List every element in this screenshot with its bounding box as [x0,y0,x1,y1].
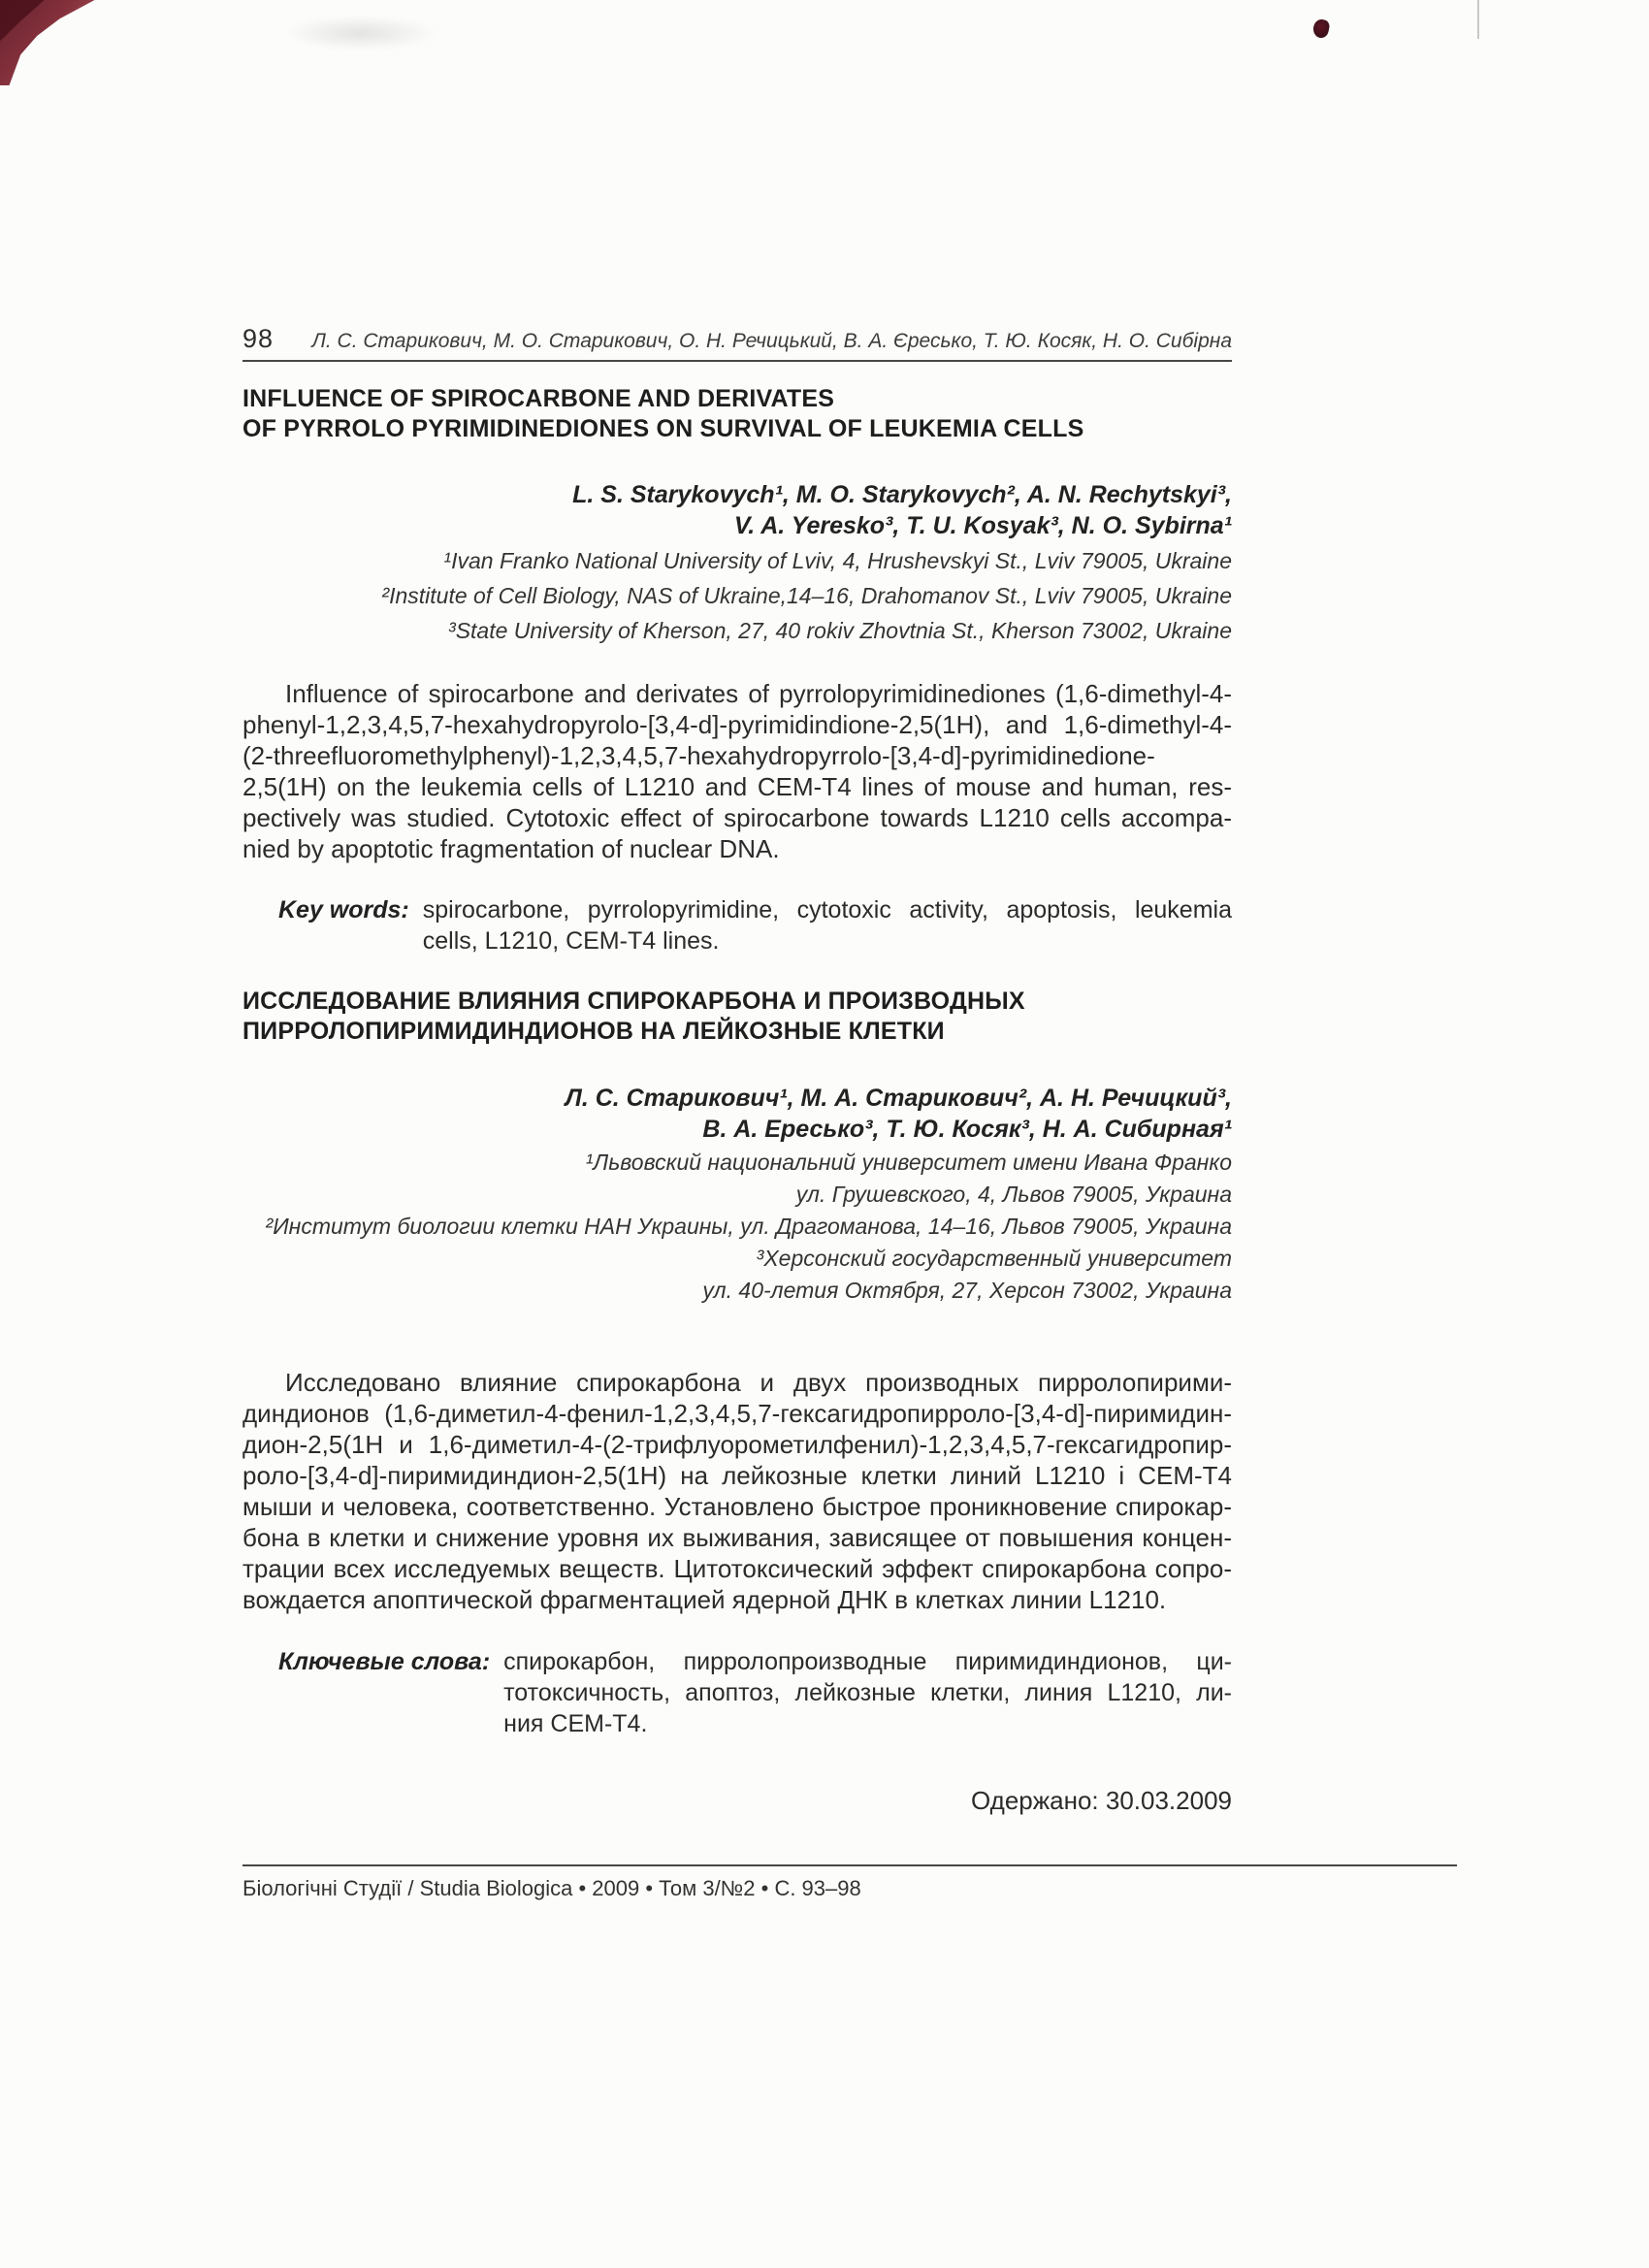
abstract-line: Исследовано влияние спирокарбона и двух производных пирролопирими- [285,1368,1232,1397]
keywords-line: тотоксичность, апоптоз, лейкозные клетки, линия L1210, ли- [503,1679,1232,1706]
affiliations-russian [242,1147,1232,1307]
footer-rule [242,1864,1457,1866]
running-head: Л. С. Старикович, М. О. Старикович, О. Н. Речицький, В. А. Єресько, Т. Ю. Косяк, Н. О. Сибірна [311,330,1232,352]
keywords-line: spirocarbone, pyrrolopyrimidine, cytotoxic activity, apoptosis, leukemia [422,896,1232,923]
abstract-line: pectively was studied. Cytotoxic effect of spirocarbone towards L1210 cells accompa- [242,803,1232,832]
author-line: L. S. Starykovych¹, M. O. Starykovych², A. N. Rechytskyi³, [572,481,1232,508]
abstract-line: дион-2,5(1Н и 1,6-диметил-4-(2-трифлуорометилфенил)-1,2,3,4,5,7-гексагидропир- [242,1430,1232,1459]
abstract-line: бона в клетки и снижение уровня их выживания, зависящее от повышения концен- [242,1523,1232,1552]
author-line: V. A. Yeresko³, T. U. Kosyak³, N. O. Sybirna¹ [733,512,1232,539]
title-line: INFLUENCE OF SPIROCARBONE AND DERIVATES [242,385,835,412]
keywords-label: Ключевые слова: [278,1648,491,1675]
affiliations-english [242,543,1232,648]
affiliation-line: ул. Грушевского, 4, Львов 79005, Украина [795,1182,1232,1207]
author-line: В. А. Ересько³, Т. Ю. Косяк³, Н. А. Сибирная¹ [702,1116,1232,1143]
abstract-line: мыши и человека, соответственно. Установлено быстрое проникновение спирокар- [242,1492,1232,1521]
abstract-line: трации всех исследуемых веществ. Цитотоксический эффект спирокарбона сопро- [242,1554,1232,1583]
author-line: Л. С. Старикович¹, М. А. Старикович², А. Н. Речицкий³, [565,1085,1232,1112]
header-rule [242,360,1232,362]
affiliation-line: ¹Ivan Franko National University of Lviv, 4, Hrushevskyi St., Lviv 79005, Ukraine [443,548,1232,573]
scan-artifact-ink-dot [1311,18,1331,40]
affiliation-line: ул. 40-летия Октября, 27, Херсон 73002, Украина [702,1278,1232,1303]
abstract-line: phenyl-1,2,3,4,5,7-hexahydropyrolo-[3,4-d]-pyrimidindione-2,5(1H), and 1,6-dimethyl-4- [242,710,1232,739]
keywords-line: ния CEM-T4. [503,1710,648,1737]
journal-footer: Біологічні Студії / Studia Biologica • 2009 • Том 3/№2 • С. 93–98 [242,1876,861,1900]
abstract-russian [242,1367,1232,1615]
scan-artifact-smudge [283,16,438,50]
keywords-line: cells, L1210, CEM-T4 lines. [422,927,720,955]
abstract-line: диндионов (1,6-диметил-4-фенил-1,2,3,4,5,7-гексагидропирроло-[3,4-d]-пиримидин- [242,1399,1232,1428]
abstract-line: 2,5(1H) on the leukemia cells of L1210 and CEM-T4 lines of mouse and human, res- [242,772,1232,801]
affiliation-line: ²Institute of Cell Biology, NAS of Ukraine,14–16, Drahomanov St., Lviv 79005, Ukraine [381,583,1232,608]
keywords-russian [278,1646,1232,1739]
title-line: ИССЛЕДОВАНИЕ ВЛИЯНИЯ СПИРОКАРБОНА И ПРОИЗВОДНЫХ [242,988,1025,1015]
abstract-line: (2-threefluoromethylphenyl)-1,2,3,4,5,7-hexahydropyrrolo-[3,4-d]-pyrimidinedione- [242,741,1155,770]
affiliation-line: ²Институт биологии клетки НАН Украины, ул. Драгоманова, 14–16, Львов 79005, Украина [265,1214,1232,1239]
abstract-line: Influence of spirocarbone and derivates of pyrrolopyrimidinediones (1,6-dimethyl-4- [285,679,1232,708]
article-title-russian [242,987,1232,1047]
keywords-english [278,894,1232,956]
article-title-english [242,384,1232,444]
authors-russian [242,1083,1232,1145]
affiliation-line: ¹Львовский национальний университет имени Ивана Франко [585,1150,1232,1175]
scan-artifact-edge-line [1477,0,1479,39]
abstract-line: вождается апоптической фрагментацией ядерной ДНК в клетках линии L1210. [242,1585,1167,1614]
title-line: OF PYRROLO PYRIMIDINEDIONES ON SURVIVAL OF LEUKEMIA CELLS [242,415,1084,442]
affiliation-line: ³Херсонский государственный университет [756,1246,1232,1271]
keywords-text [503,1646,1232,1739]
title-line: ПИРРОЛОПИРИМИДИНДИОНОВ НА ЛЕЙКОЗНЫЕ КЛЕТКИ [242,1018,945,1045]
received-date: Одержано: 30.03.2009 [971,1786,1232,1815]
page-number: 98 [242,324,275,353]
authors-english [242,479,1232,541]
page-header [242,324,1232,354]
affiliation-line: ³State University of Kherson, 27, 40 rokiv Zhovtnia St., Kherson 73002, Ukraine [448,618,1232,643]
abstract-english [242,678,1232,864]
abstract-line: nied by apoptotic fragmentation of nuclear DNA. [242,834,780,863]
abstract-line: роло-[3,4-d]-пиримидиндион-2,5(1Н) на лейкозные клетки линий L1210 і CEM-T4 [242,1461,1232,1490]
keywords-line: спирокарбон, пирролопроизводные пиримидиндионов, ци- [503,1648,1232,1675]
keywords-label: Key words: [278,896,409,923]
keywords-text [423,894,1232,956]
